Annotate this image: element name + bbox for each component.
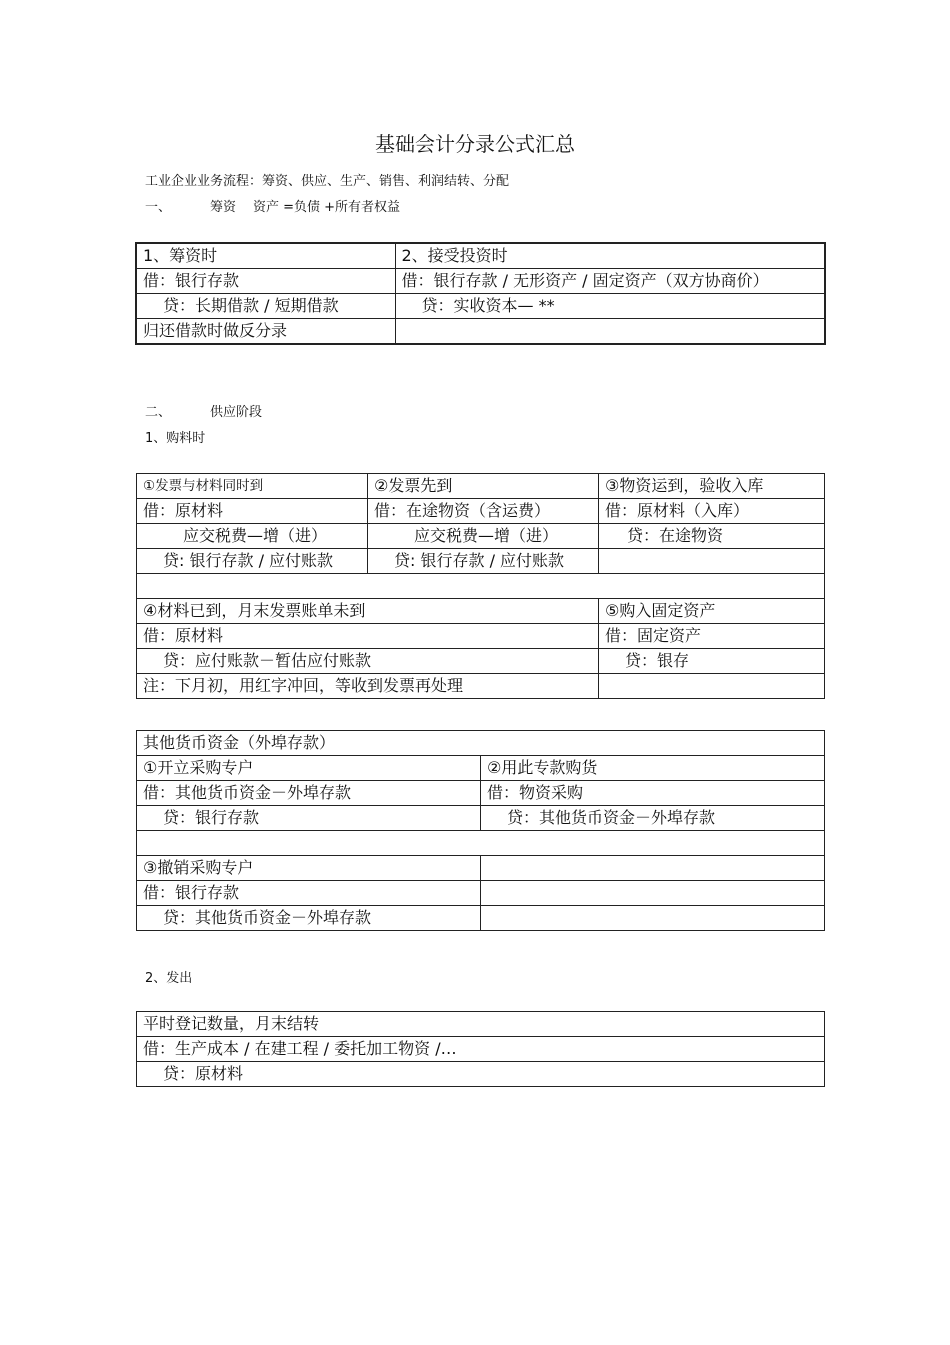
table-row [137, 499, 825, 524]
section-2-number: 二、 [145, 405, 172, 420]
table-row [137, 856, 825, 881]
table-row [137, 474, 825, 499]
issue-materials-table [136, 1011, 825, 1087]
accounting-equation: 资产 =负债 +所有者权益 [253, 200, 401, 215]
section-1-number: 一、 [145, 200, 172, 215]
purchase-table [136, 473, 825, 699]
table-row [137, 649, 825, 674]
table-row [137, 756, 825, 781]
table-header-cell: ③撤销采购专户 [137, 856, 481, 881]
table-row [137, 599, 825, 624]
table-cell: 借：原材料 [137, 624, 599, 649]
table-cell [137, 574, 825, 599]
table-row [137, 781, 825, 806]
table-cell: 借：原材料（入库） [599, 499, 825, 524]
table-header-cell: ⑤购入固定资产 [599, 599, 825, 624]
table-cell: 贷：其他货币资金－外埠存款 [137, 906, 481, 931]
table-cell: 贷：原材料 [137, 1062, 825, 1087]
table-row [137, 1037, 825, 1062]
table-row [137, 549, 825, 574]
financing-table [135, 242, 826, 345]
financing-header: 1、筹资时 [136, 243, 395, 269]
table-cell: 借：固定资产 [599, 624, 825, 649]
table-header-cell: ④材料已到，月末发票账单未到 [137, 599, 599, 624]
table-cell: 借：银行存款 [136, 269, 395, 294]
table-row [137, 524, 825, 549]
table-cell [481, 906, 825, 931]
table-header-cell: ②用此专款购货 [481, 756, 825, 781]
table-cell: 贷：实收资本— ** [395, 294, 825, 319]
table-cell [599, 674, 825, 699]
table-header-cell: ②发票先到 [368, 474, 599, 499]
subsection-issue: 2、发出 [145, 971, 193, 986]
section-2-name: 供应阶段 [210, 405, 263, 420]
table-row [137, 831, 825, 856]
table-row [137, 624, 825, 649]
table-row [137, 1062, 825, 1087]
table-cell: 借：原材料 [137, 499, 368, 524]
table-row [137, 1012, 825, 1037]
table-cell: 借：生产成本 / 在建工程 / 委托加工物资 /… [137, 1037, 825, 1062]
table-cell: 注：下月初，用红字冲回，等收到发票再处理 [137, 674, 599, 699]
table-cell [481, 881, 825, 906]
table-cell: 借：银行存款 / 无形资产 / 固定资产（双方协商价） [395, 269, 825, 294]
table-row [136, 319, 825, 345]
table-header-cell: ①开立采购专户 [137, 756, 481, 781]
table-row [137, 906, 825, 931]
table-row [137, 806, 825, 831]
table-header-cell: ③物资运到，验收入库 [599, 474, 825, 499]
table-header-cell: 其他货币资金（外埠存款） [137, 731, 825, 756]
table-cell: 贷：在途物资 [599, 524, 825, 549]
table-cell: 借：银行存款 [137, 881, 481, 906]
table-cell [599, 549, 825, 574]
table-cell: 贷：应付账款－暂估应付账款 [137, 649, 599, 674]
table-cell: 应交税费—增（进） [137, 524, 368, 549]
investment-header: 2、接受投资时 [395, 243, 825, 269]
section-1-name: 筹资 [210, 200, 237, 215]
page-title: 基础会计分录公式汇总 [375, 132, 575, 156]
table-header-cell: 平时登记数量，月末结转 [137, 1012, 825, 1037]
table-row [137, 674, 825, 699]
subsection-purchase: 1、购料时 [145, 431, 206, 446]
table-cell [137, 831, 825, 856]
table-row [137, 731, 825, 756]
table-row [137, 881, 825, 906]
table-cell: 贷: 银行存款 / 应付账款 [368, 549, 599, 574]
table-cell: 贷: 银行存款 / 应付账款 [137, 549, 368, 574]
table-cell: 贷：长期借款 / 短期借款 [136, 294, 395, 319]
table-cell: 贷：银存 [599, 649, 825, 674]
table-cell: 贷：其他货币资金－外埠存款 [481, 806, 825, 831]
table-row [137, 574, 825, 599]
table-cell: 借：在途物资（含运费） [368, 499, 599, 524]
table-row [136, 269, 825, 294]
other-monetary-funds-table [136, 730, 825, 931]
table-header-cell: ①发票与材料同时到 [137, 474, 368, 499]
table-cell [395, 319, 825, 345]
table-row [136, 243, 825, 269]
table-cell: 应交税费—增（进） [368, 524, 599, 549]
table-row [136, 294, 825, 319]
business-flow-text: 工业企业业务流程：筹资、供应、生产、销售、利润结转、分配 [145, 174, 510, 189]
table-cell: 借：其他货币资金－外埠存款 [137, 781, 481, 806]
table-cell: 贷：银行存款 [137, 806, 481, 831]
table-cell [481, 856, 825, 881]
table-cell: 归还借款时做反分录 [136, 319, 395, 345]
table-cell: 借：物资采购 [481, 781, 825, 806]
